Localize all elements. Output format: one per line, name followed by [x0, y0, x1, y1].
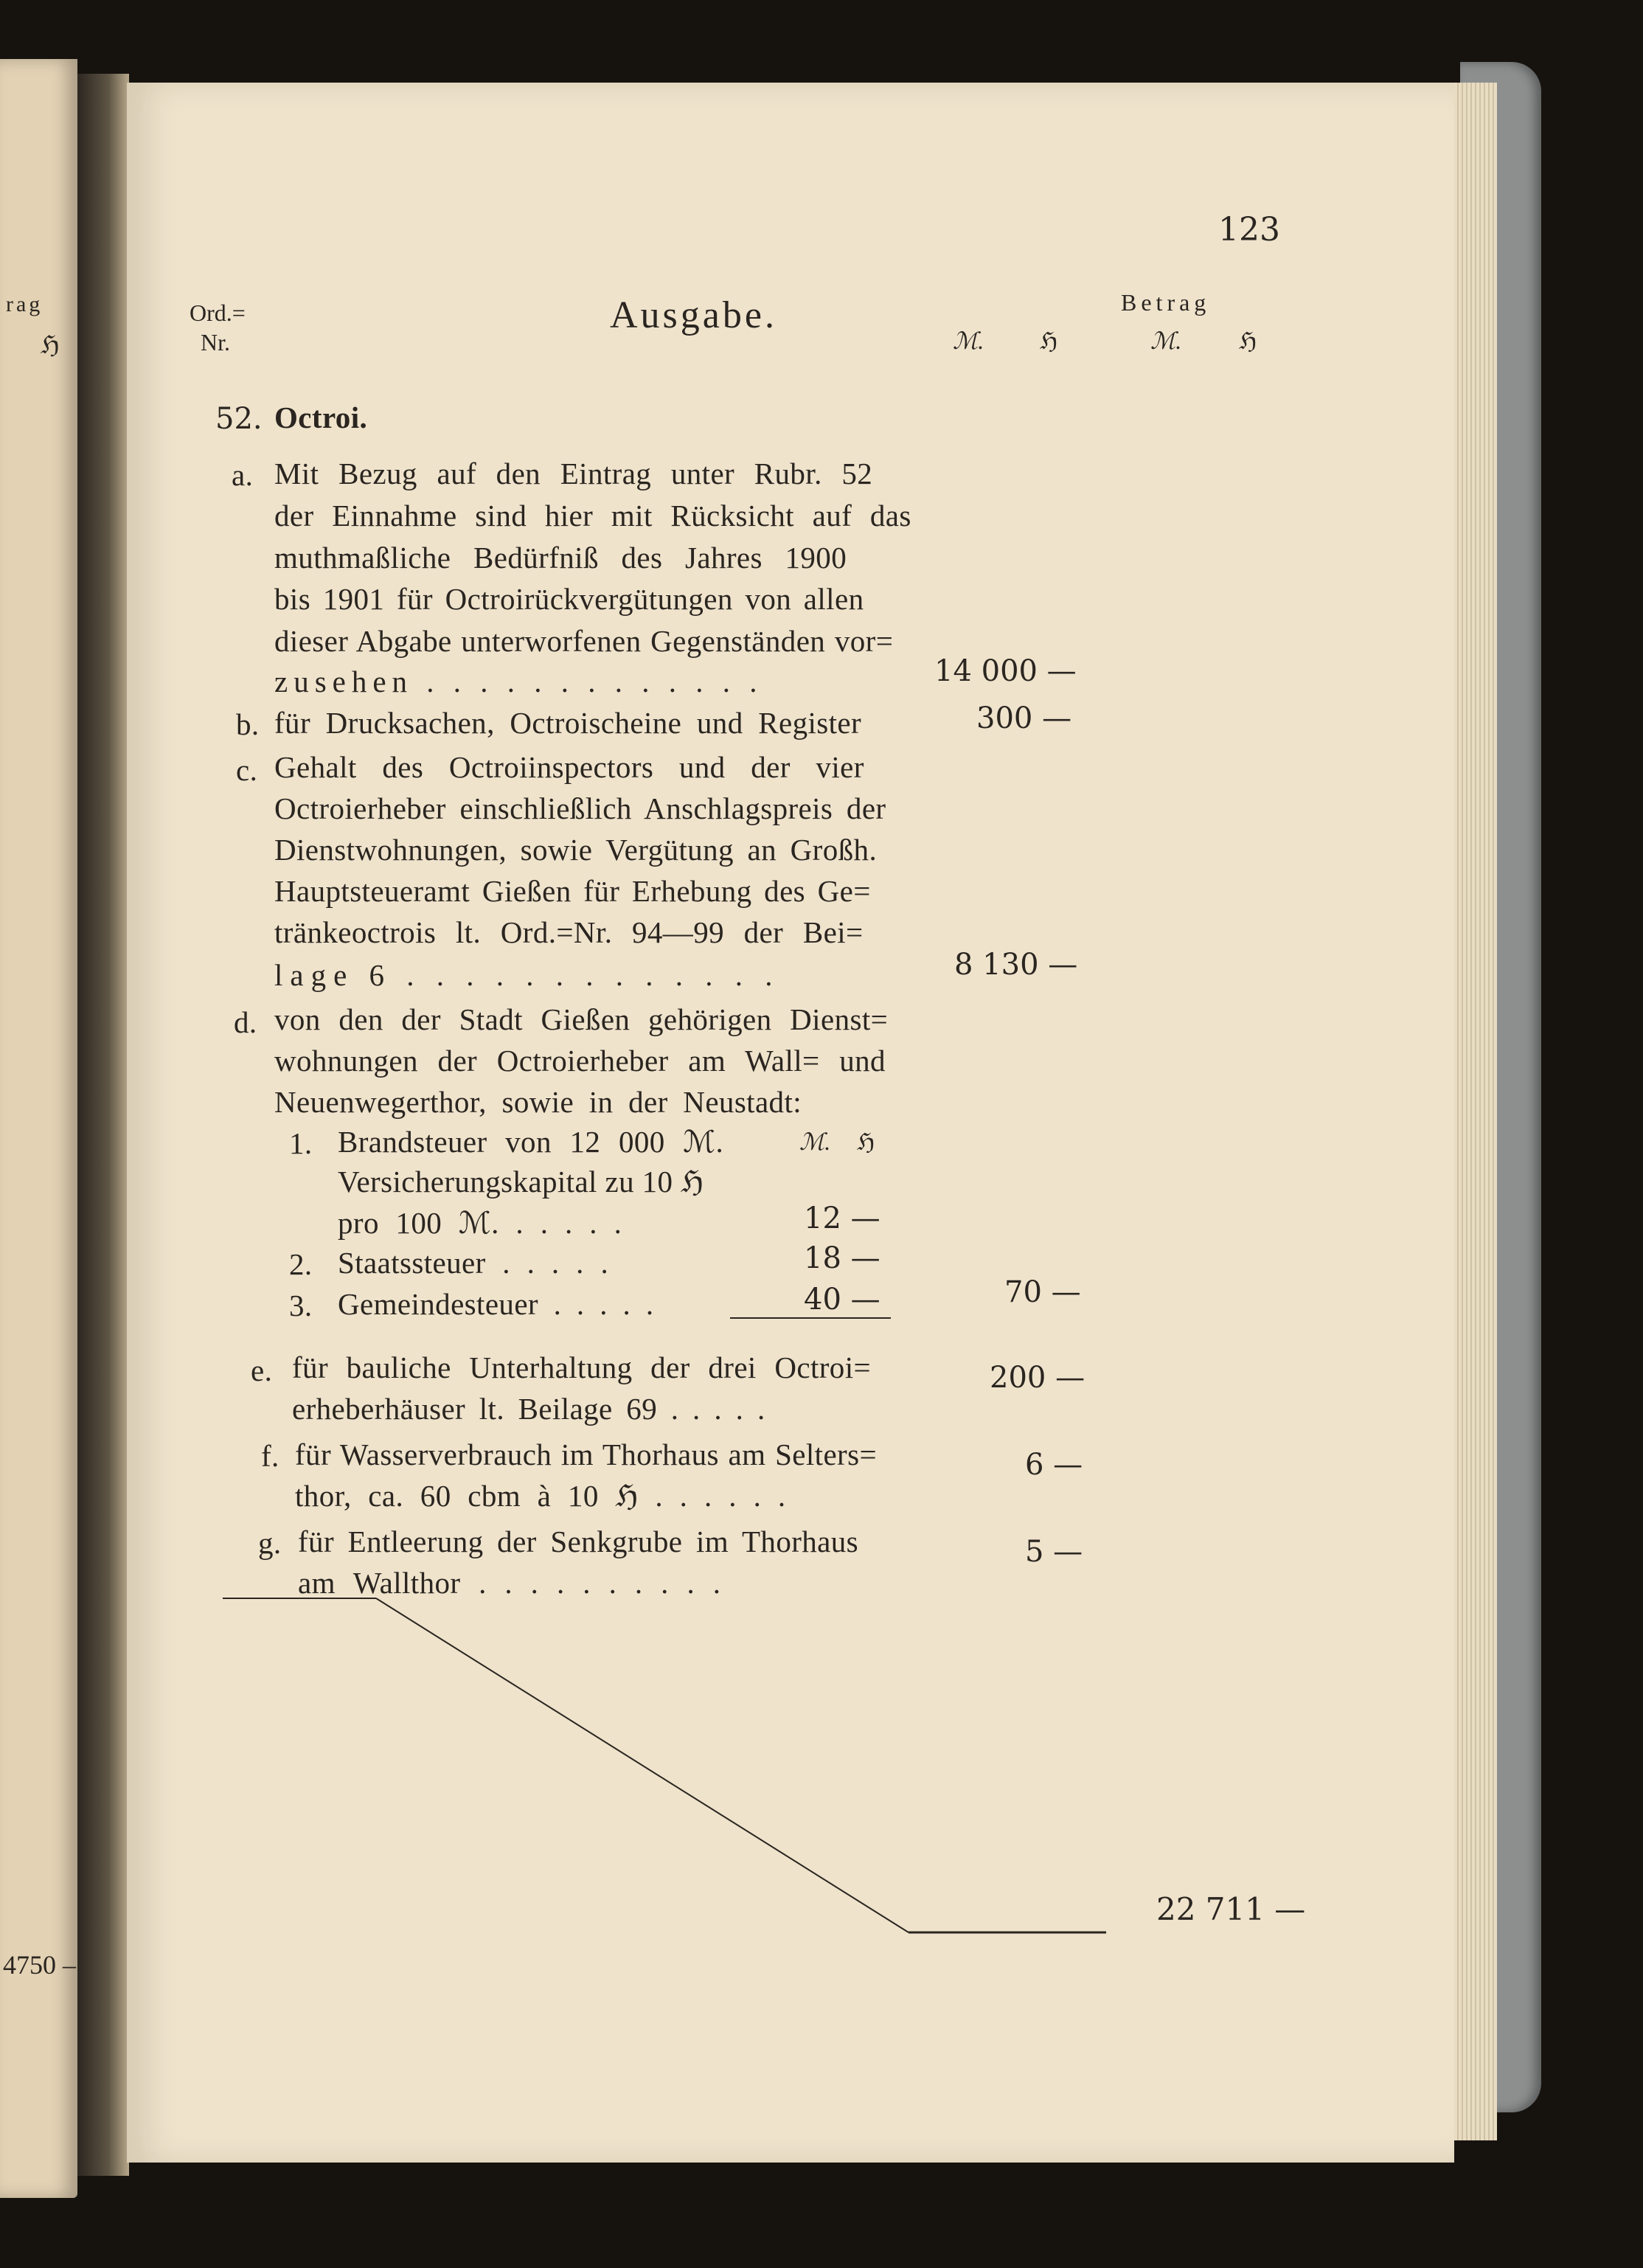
- item-d-line-3: Neuenwegerthor, sowie in der Neustadt:: [274, 1085, 802, 1119]
- item-g-line-2: am Wallthor . . . . . . . . . .: [298, 1566, 721, 1600]
- left-page-bottom-amount: 4750 –: [3, 1950, 76, 1980]
- closing-diagonal-rule: [127, 83, 1454, 2163]
- sub-item-3-line-1: Gemeindesteuer . . . . .: [338, 1287, 654, 1321]
- item-letter-b: b.: [236, 707, 260, 741]
- item-letter-a: a.: [232, 458, 254, 492]
- book-page: [127, 83, 1454, 2163]
- ord-label-line2: Nr.: [201, 329, 230, 356]
- item-c-line-5: tränkeoctrois lt. Ord.=Nr. 94—99 der Bei=: [274, 915, 864, 949]
- sub-item-1-line-2: Versicherungskapital zu 10 ℌ: [338, 1165, 704, 1199]
- item-c-amount: 8 130 —: [954, 948, 1078, 982]
- item-a-line-2: der Einnahme sind hier mit Rücksicht auf das: [274, 499, 911, 533]
- item-e-line-1: für bauliche Unterhaltung der drei Octroi=: [292, 1350, 872, 1384]
- sub-item-3-amount: 40 —: [804, 1283, 880, 1317]
- book-gutter: [77, 74, 129, 2176]
- item-e-line-2: erheberhäuser lt. Beilage 69 . . . . .: [292, 1392, 765, 1426]
- item-c-line-4: Hauptsteueramt Gießen für Erhebung des Ge=: [274, 874, 871, 908]
- left-page-pf-symbol: ℌ: [41, 332, 60, 359]
- page-number: 123: [1218, 211, 1280, 249]
- sub-item-1-amount: 12 —: [804, 1201, 880, 1235]
- item-f-line-1: für Wasserverbrauch im Thorhaus am Selters=: [295, 1438, 877, 1471]
- item-d-line-2: wohnungen der Octroierheber am Wall= und: [274, 1044, 886, 1078]
- grand-total-amount: 22 711 —: [1156, 1891, 1306, 1927]
- left-page-header-fragment: rag: [6, 292, 44, 316]
- item-a-line-1: Mit Bezug auf den Eintrag unter Rubr. 52: [274, 457, 873, 490]
- sub-item-1-line-3: pro 100 ℳ. . . . . .: [338, 1206, 622, 1240]
- item-g-amount: 5 —: [1025, 1535, 1083, 1569]
- item-letter-d: d.: [234, 1005, 257, 1039]
- section-heading-ausgabe: Ausgabe.: [610, 294, 777, 336]
- sub-item-3-number: 3.: [289, 1289, 313, 1322]
- sub-item-1-number: 1.: [289, 1126, 313, 1160]
- item-letter-f: f.: [261, 1439, 279, 1473]
- ord-label-line1: Ord.=: [190, 299, 246, 326]
- section-number: 52.: [215, 402, 263, 436]
- item-letter-e: e.: [251, 1353, 273, 1387]
- sub-item-2-amount: 18 —: [804, 1241, 880, 1275]
- item-letter-g: g.: [258, 1526, 282, 1560]
- item-c-line-2: Octroierheber einschließlich Anschlagspreis der: [274, 791, 886, 825]
- column-mark-symbol-1: ℳ.: [953, 327, 984, 354]
- item-a-amount: 14 000 —: [934, 654, 1077, 688]
- section-title: Octroi.: [274, 400, 368, 434]
- item-a-line-3: muthmaßliche Bedürfniß des Jahres 1900: [274, 541, 847, 575]
- item-g-line-1: für Entleerung der Senkgrube im Thorhaus: [298, 1525, 859, 1558]
- item-f-line-2: thor, ca. 60 cbm à 10 ℌ . . . . . .: [295, 1479, 786, 1513]
- sub-item-1-line-1: Brandsteuer von 12 000 ℳ.: [338, 1125, 724, 1159]
- item-a-line-5: dieser Abgabe unterworfenen Gegenständen vor=: [274, 624, 894, 658]
- item-a-line-6: zusehen . . . . . . . . . . . . .: [274, 665, 763, 698]
- item-e-amount: 200 —: [990, 1361, 1086, 1395]
- item-c-line-1: Gehalt des Octroiinspectors und der vier: [274, 750, 864, 784]
- item-b-amount: 300 —: [976, 701, 1072, 735]
- item-d-amount: 70 —: [1004, 1275, 1081, 1309]
- item-f-amount: 6 —: [1025, 1448, 1083, 1482]
- item-b-line-1: für Drucksachen, Octroischeine und Register: [274, 706, 862, 740]
- item-c-line-6: lage 6 . . . . . . . . . . . . .: [274, 958, 780, 992]
- betrag-heading: Betrag: [1121, 289, 1211, 316]
- item-letter-c: c.: [236, 753, 258, 787]
- column-mark-symbol-2: ℳ.: [1150, 327, 1182, 354]
- sub-item-2-line-1: Staatssteuer . . . . .: [338, 1246, 609, 1280]
- sub-item-2-number: 2.: [289, 1247, 313, 1281]
- sub-column-pf-symbol: ℌ: [857, 1128, 875, 1155]
- item-a-line-4: bis 1901 für Octroirückvergütungen von allen: [274, 582, 864, 616]
- column-pf-symbol-2: ℌ: [1239, 327, 1257, 354]
- left-page-fragment: [0, 59, 77, 2198]
- column-pf-symbol-1: ℌ: [1040, 327, 1058, 354]
- item-d-line-1: von den der Stadt Gießen gehörigen Dienst=: [274, 1002, 889, 1036]
- item-c-line-3: Dienstwohnungen, sowie Vergütung an Großh.: [274, 833, 878, 867]
- sub-column-mark-symbol: ℳ.: [799, 1128, 831, 1155]
